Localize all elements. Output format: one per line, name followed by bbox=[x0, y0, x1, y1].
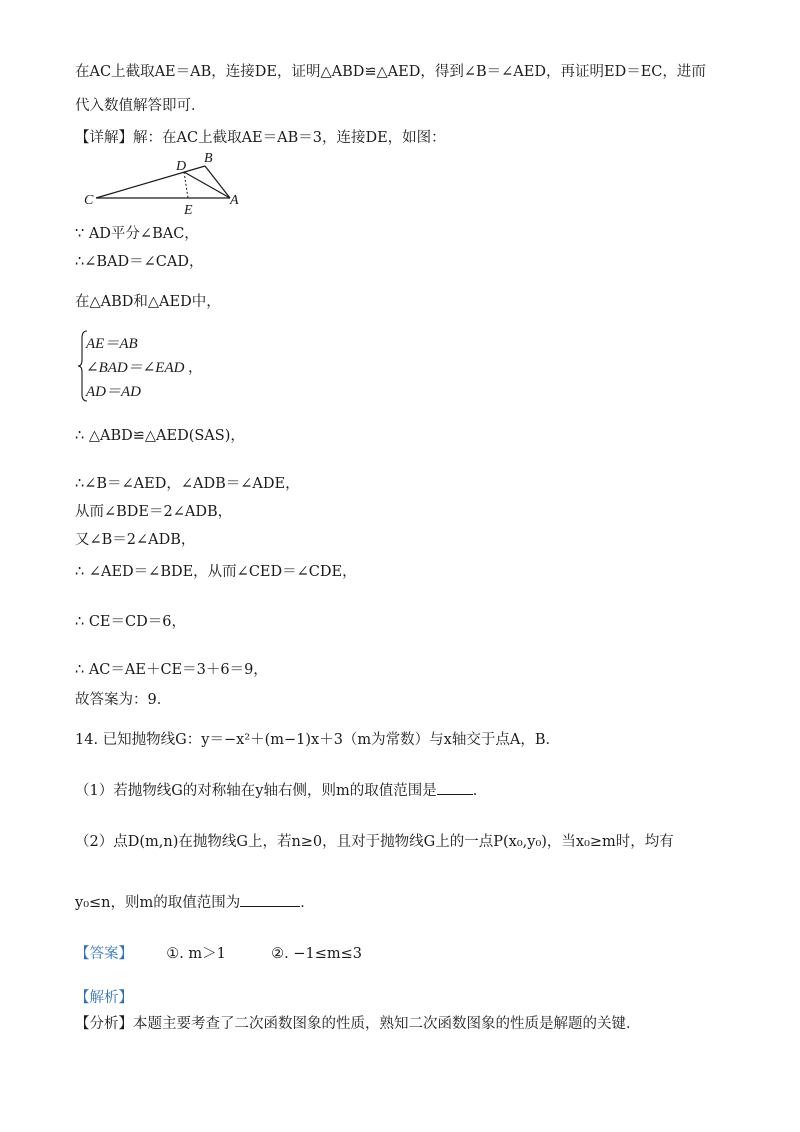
question-text: y₀≤n，则m的取值范围为 bbox=[75, 895, 241, 911]
text-line: 代入数值解答即可． bbox=[75, 98, 206, 114]
label-c: C bbox=[84, 193, 94, 208]
question-title: 14. 已知抛物线G：y＝−x²＋(m−1)x＋3（m为常数）与x轴交于点A，B． bbox=[75, 732, 560, 748]
label-a: A bbox=[230, 193, 239, 208]
text-line: ∴∠B＝∠AED，∠ADB＝∠ADE， bbox=[75, 476, 300, 492]
text-line: 在AC上截取AE＝AB，连接DE，证明△ABD≌△AED，得到∠B＝∠AED，再证明ED＝EC，进而 bbox=[75, 64, 706, 80]
question-part bbox=[75, 780, 487, 801]
question-text: ． bbox=[300, 895, 315, 911]
answer-line bbox=[75, 944, 362, 964]
question-text: ． bbox=[472, 783, 488, 799]
text-line: ∴ ∠AED＝∠BDE，从而∠CED＝∠CDE， bbox=[75, 564, 357, 580]
label-d: D bbox=[176, 159, 187, 174]
text-line: 又∠B＝2∠ADB， bbox=[75, 532, 196, 548]
analysis-label: 【解析】 bbox=[75, 990, 133, 1006]
system-row: AD＝AD bbox=[86, 384, 141, 400]
text-line: ∴ △ABD≌△AED(SAS)， bbox=[75, 428, 245, 444]
triangle-figure bbox=[80, 146, 250, 218]
answer-label: 【答案】 bbox=[75, 946, 133, 962]
analysis-text: 【分析】本题主要考查了二次函数图象的性质，熟知二次函数图象的性质是解题的关键． bbox=[75, 1016, 641, 1032]
text-line: ∴ CE＝CD＝6， bbox=[75, 614, 186, 630]
text-line: ∴ AC＝AE＋CE＝3＋6＝9， bbox=[75, 662, 268, 678]
question-part: （2）点D(m,n)在抛物线G上，若n≥0，且对于抛物线G上的一点P(x₀,y₀)，当x₀≥m时，均有 bbox=[75, 834, 674, 850]
text-line: ∴∠BAD＝∠CAD， bbox=[75, 254, 204, 270]
question-part bbox=[75, 892, 315, 913]
answer-blank bbox=[240, 892, 300, 907]
text-line: 故答案为：9． bbox=[75, 692, 172, 708]
text-line: ， bbox=[188, 360, 203, 376]
answer-blank bbox=[437, 780, 473, 795]
question-text: （1）若抛物线G的对称轴在y轴右侧，则m的取值范围是 bbox=[75, 783, 437, 799]
text-line: 【详解】解：在AC上截取AE＝AB＝3，连接DE，如图： bbox=[75, 130, 446, 146]
text-line: 从而∠BDE＝2∠ADB， bbox=[75, 504, 233, 520]
answer-1: ①. m＞1 bbox=[166, 946, 226, 962]
text-line: ∵ AD平分∠BAC， bbox=[75, 226, 199, 242]
label-b: B bbox=[204, 151, 213, 166]
label-e: E bbox=[184, 203, 193, 218]
text-line: 在△ABD和△AED中， bbox=[75, 294, 221, 310]
answer-2: ②. −1≤m≤3 bbox=[271, 946, 363, 962]
system-row: AE＝AB bbox=[86, 336, 138, 352]
system-row: ∠BAD＝∠EAD bbox=[86, 360, 185, 376]
